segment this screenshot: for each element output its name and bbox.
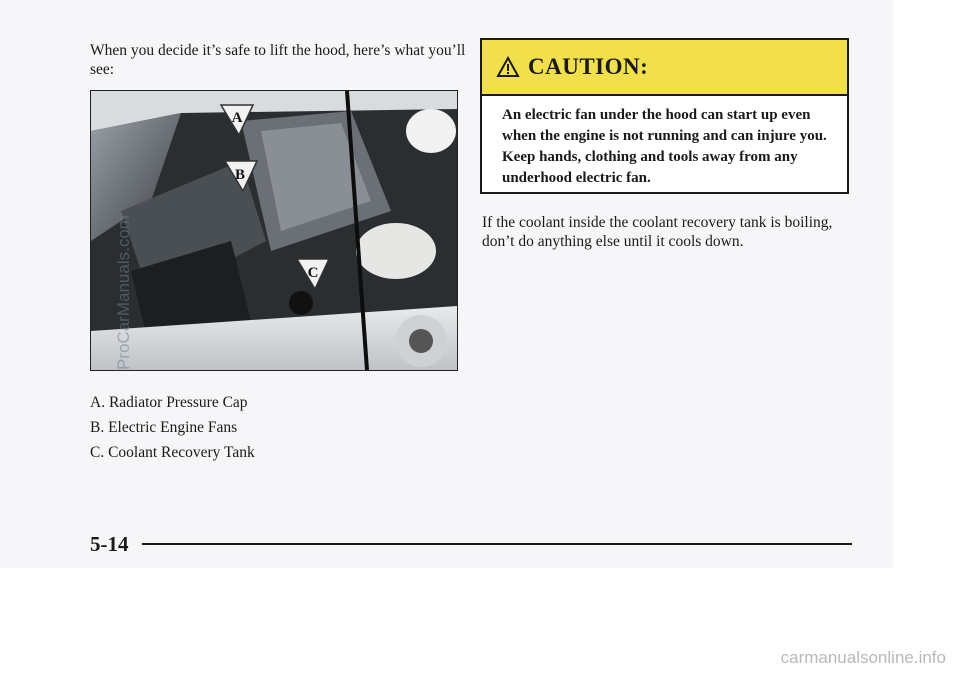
coolant-paragraph: If the coolant inside the coolant recovery tank is boiling, don’t do anything else until it cools down. <box>482 214 833 250</box>
site-watermark: carmanualsonline.info <box>780 648 946 667</box>
callout-label-c: C <box>307 265 319 281</box>
caution-body: An electric fan under the hood can start up even when the engine is not running and can injure you. Keep hands, clothing and tools away from any underhood electric fan. <box>502 107 827 186</box>
callout-label-a: A <box>231 110 243 126</box>
legend-item: A. Radiator Pressure Cap <box>90 394 248 411</box>
caution-title: CAUTION: <box>528 54 649 79</box>
footer-rule <box>142 543 852 545</box>
intro-paragraph: When you decide it’s safe to lift the hood, here’s what you’ll see: <box>90 42 466 78</box>
page-number: 5-14 <box>90 532 129 556</box>
legend-item: B. Electric Engine Fans <box>90 419 238 436</box>
caution-header <box>482 40 847 96</box>
warning-triangle-icon <box>496 56 520 78</box>
watermark: ProCarManuals.com <box>114 215 133 370</box>
caution-box <box>480 38 849 194</box>
callout-label-b: B <box>234 167 246 183</box>
engine-compartment-photo <box>90 90 458 371</box>
legend-item: C. Coolant Recovery Tank <box>90 444 255 461</box>
component-legend <box>90 393 255 468</box>
